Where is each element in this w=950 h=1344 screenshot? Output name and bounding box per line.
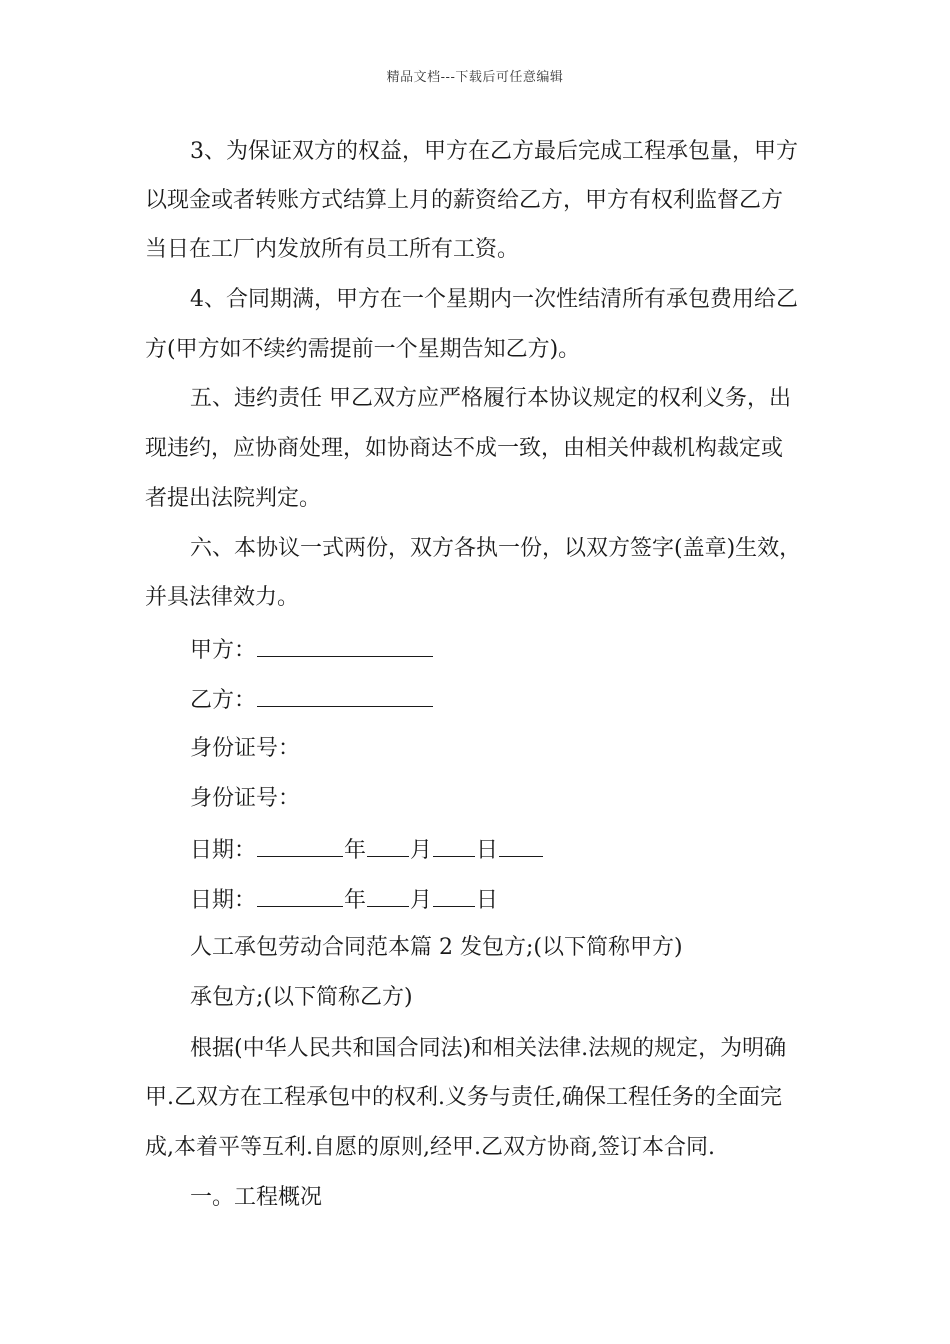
- paragraph-line: 承包方;(以下简称乙方): [190, 985, 413, 1010]
- paragraph-line: 根据(中华人民共和国合同法)和相关法律.法规的规定，为明确: [190, 1036, 787, 1061]
- party-a-label: 甲方：: [190, 638, 257, 663]
- year-label: 年: [344, 838, 367, 863]
- paragraph-line: 4、合同期满，甲方在一个星期内一次性结清所有承包费用给乙: [190, 287, 798, 312]
- paragraph-line: 六、本协议一式两份，双方各执一份，以双方签字(盖章)生效，: [190, 536, 802, 561]
- month-blank: [367, 834, 409, 857]
- party-a-signature-line: [190, 634, 434, 666]
- date-line: [190, 884, 498, 916]
- paragraph-line: 者提出法院判定。: [145, 486, 322, 511]
- year-label: 年: [344, 888, 367, 913]
- paragraph-line: 以现金或者转账方式结算上月的薪资给乙方，甲方有权利监督乙方: [145, 188, 784, 213]
- paragraph-line: 当日在工厂内发放所有员工所有工资。: [145, 237, 520, 262]
- section-heading: 一。工程概况: [190, 1185, 323, 1210]
- paragraph-line: 现违约，应协商处理，如协商达不成一致，由相关仲裁机构裁定或: [145, 436, 784, 461]
- id-number-label: 身份证号：: [190, 786, 301, 811]
- paragraph-line: 并具法律效力。: [145, 585, 300, 610]
- date-label: 日期：: [190, 838, 257, 863]
- id-number-label: 身份证号：: [190, 736, 301, 761]
- paragraph-line: 甲.乙双方在工程承包中的权利.义务与责任,确保工程任务的全面完: [145, 1085, 782, 1110]
- paragraph-line: 成,本着平等互利.自愿的原则,经甲.乙双方协商,签订本合同.: [145, 1135, 715, 1160]
- year-blank: [257, 884, 343, 907]
- party-b-label: 乙方：: [190, 688, 257, 713]
- paragraph-line: 五、违约责任 甲乙双方应严格履行本协议规定的权利义务，出: [190, 386, 791, 411]
- month-label: 月: [410, 838, 433, 863]
- party-a-blank: [257, 634, 433, 657]
- paragraph-line: 3、为保证双方的权益，甲方在乙方最后完成工程承包量，甲方: [190, 139, 798, 164]
- paragraph-line: 人工承包劳动合同范本篇 2 发包方;(以下简称甲方): [190, 935, 683, 960]
- month-blank: [367, 884, 409, 907]
- paragraph-line: 方(甲方如不续约需提前一个星期告知乙方)。: [145, 337, 581, 362]
- party-b-blank: [257, 684, 433, 707]
- month-label: 月: [410, 888, 433, 913]
- year-blank: [257, 834, 343, 857]
- day-label: 日: [476, 838, 499, 863]
- page-header: 精品文档---下载后可任意编辑: [386, 70, 564, 85]
- day-label: 日: [476, 888, 499, 913]
- day-blank: [433, 884, 475, 907]
- trailing-blank: [499, 834, 543, 857]
- party-b-signature-line: [190, 684, 434, 716]
- day-blank: [433, 834, 475, 857]
- date-line: [190, 834, 544, 866]
- date-label: 日期：: [190, 888, 257, 913]
